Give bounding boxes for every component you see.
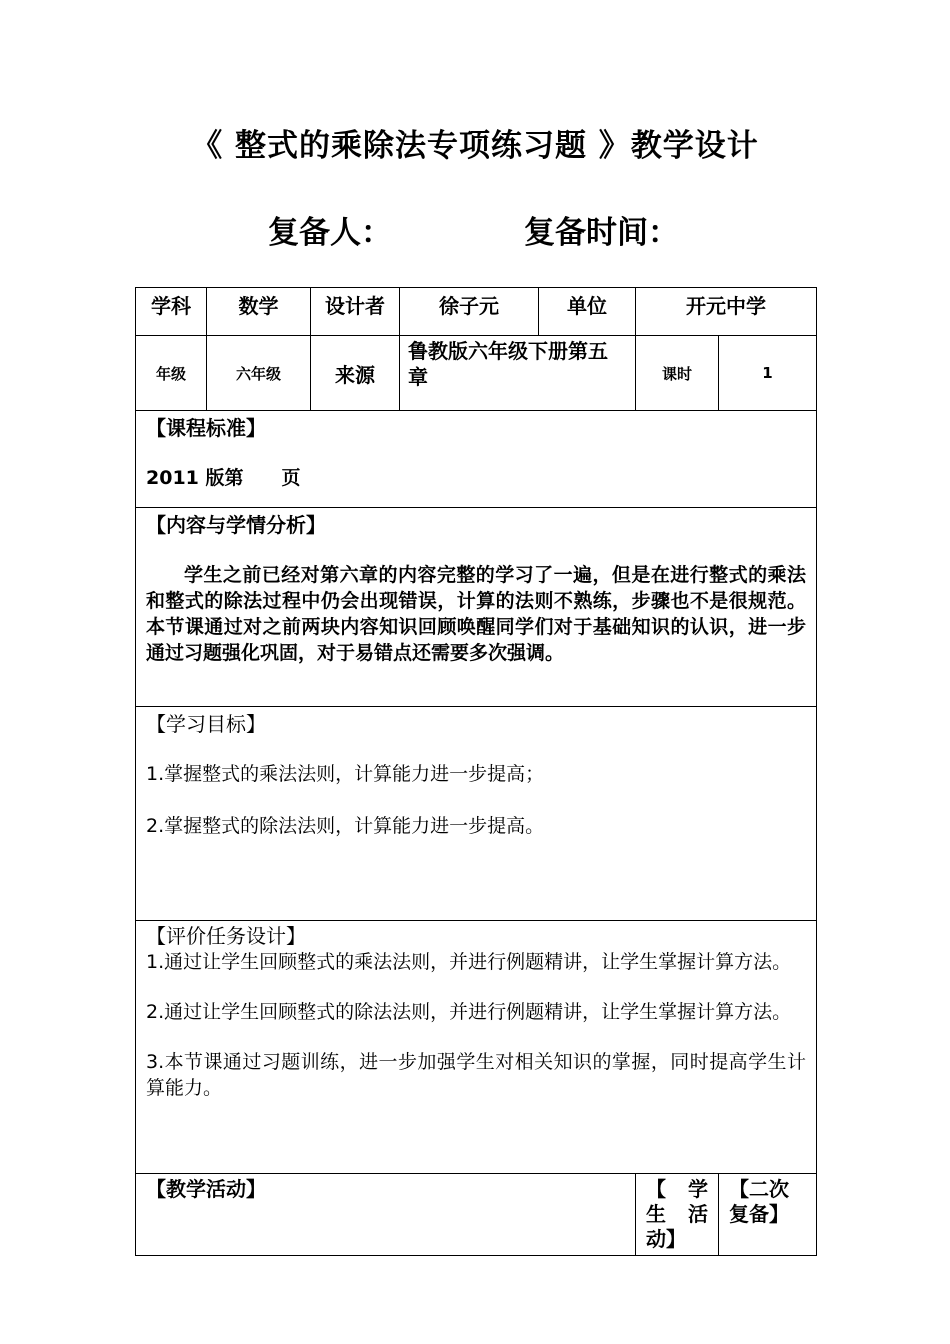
source-label: 来源 [311, 336, 400, 411]
period-value: 1 [719, 336, 817, 411]
source-value: 鲁教版六年级下册第五章 [400, 336, 636, 411]
info-row-1 [136, 288, 817, 336]
curriculum-row [136, 411, 817, 508]
subject-value: 数学 [207, 288, 311, 336]
evaluation-item-1: 1.通过让学生回顾整式的乘法法则，并进行例题精讲，让学生掌握计算方法。 [146, 951, 792, 973]
analysis-heading: 【内容与学情分析】 [146, 513, 326, 537]
evaluation-heading: 【评价任务设计】 [146, 924, 306, 948]
evaluation-section [136, 921, 817, 1174]
grade-value: 六年级 [207, 336, 311, 411]
unit-label: 单位 [539, 288, 636, 336]
info-row-2 [136, 336, 817, 411]
lesson-design-table [135, 287, 817, 1256]
curriculum-text: 2011 版第 页 [146, 467, 301, 489]
teaching-activity-header: 【教学活动】 [136, 1174, 636, 1256]
grade-label: 年级 [136, 336, 207, 411]
subject-label: 学科 [136, 288, 207, 336]
document-title: 《 整式的乘除法专项练习题 》教学设计 [191, 128, 759, 164]
curriculum-section [136, 411, 817, 508]
curriculum-heading: 【课程标准】 [146, 416, 266, 440]
preparer-label: 复备人： [268, 215, 392, 251]
evaluation-item-3: 3.本节课通过习题训练，进一步加强学生对相关知识的掌握，同时提高学生计算能力。 [146, 1051, 806, 1099]
objective-item-1: 1.掌握整式的乘法法则，计算能力进一步提高； [146, 763, 545, 785]
objectives-heading: 【学习目标】 [146, 712, 266, 736]
second-review-header: 【二次复备】 [719, 1174, 817, 1256]
designer-value: 徐子元 [400, 288, 539, 336]
unit-value: 开元中学 [636, 288, 817, 336]
period-label: 课时 [636, 336, 719, 411]
objective-item-2: 2.掌握整式的除法法则，计算能力进一步提高。 [146, 815, 545, 837]
objectives-row [136, 707, 817, 921]
evaluation-item-2: 2.通过让学生回顾整式的除法法则，并进行例题精讲，让学生掌握计算方法。 [146, 1001, 792, 1023]
student-activity-header: 【 学 生 活 动】 [636, 1174, 719, 1256]
prep-time-label: 复备时间： [524, 215, 679, 251]
designer-label: 设计者 [311, 288, 400, 336]
analysis-row [136, 508, 817, 707]
analysis-section [136, 508, 817, 707]
analysis-text: 学生之前已经对第六章的内容完整的学习了一遍，但是在进行整式的乘法和整式的除法过程中仍会出现错误，计算的法则不熟练，步骤也不是很规范。本节课通过对之前两块内容知识回顾唤醒同学们对于基础知识的认识，进一步通过习题强化巩固，对于易错点还需要多次强调。 [146, 564, 806, 664]
evaluation-row [136, 921, 817, 1174]
activity-header-row [136, 1174, 817, 1256]
objectives-section [136, 707, 817, 921]
